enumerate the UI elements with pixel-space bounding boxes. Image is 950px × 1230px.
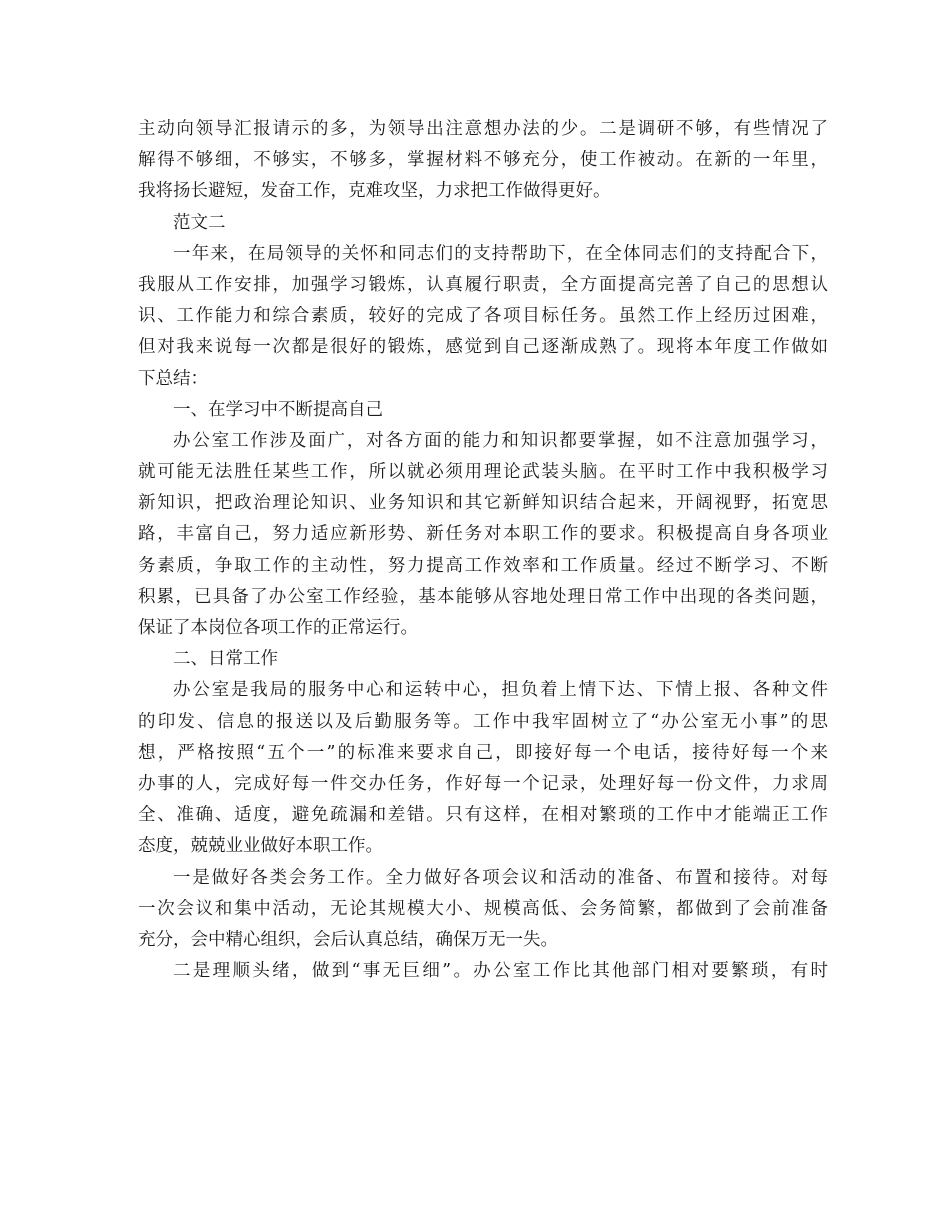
- text-line: 一年来，在局领导的关怀和同志们的支持帮助下，在全体同志们的支持配合下，: [173, 243, 828, 264]
- text-line: 我将扬长避短，发奋工作，克难攻坚，力求把工作做得更好。: [138, 181, 611, 202]
- text-line: 务素质，争取工作的主动性，努力提高工作效率和工作质量。经过不断学习、不断: [138, 555, 828, 576]
- text-line: 想，严格按照“五个一”的标准来要求自己，即接好每一个电话，接待好每一个来: [138, 742, 828, 763]
- text-line: 就可能无法胜任某些工作，所以就必须用理论武装头脑。在平时工作中我积极学习: [138, 462, 828, 483]
- text-line: 一是做好各类会务工作。全力做好各项会议和活动的准备、布置和接待。对每: [173, 867, 828, 888]
- text-line: 解得不够细，不够实，不够多，掌握材料不够充分，使工作被动。在新的一年里，: [138, 150, 828, 171]
- text-line: 充分，会中精心组织，会后认真总结，确保万无一失。: [138, 929, 558, 950]
- document-body: [138, 114, 828, 987]
- text-line: 保证了本岗位各项工作的正常运行。: [138, 618, 418, 638]
- text-line: 态度，兢兢业业做好本职工作。: [138, 836, 383, 857]
- text-line: 路，丰富自己，努力适应新形势、新任务对本职工作的要求。积极提高自身各项业: [138, 524, 828, 545]
- text-line: 积累，已具备了办公室工作经验，基本能够从容地处理日常工作中出现的各类问题，: [138, 586, 828, 607]
- text-line: 但对我来说每一次都是很好的锻炼，感觉到自己逐渐成熟了。现将本年度工作做如: [138, 337, 828, 358]
- text-line: 下总结：: [138, 368, 208, 389]
- text-line: 新知识，把政治理论知识、业务知识和其它新鲜知识结合起来，开阔视野，拓宽思: [138, 493, 828, 514]
- text-line: 我服从工作安排，加强学习锻炼，认真履行职责，全方面提高完善了自己的思想认: [138, 274, 828, 295]
- text-line: 全、准确、适度，避免疏漏和差错。只有这样，在相对繁琐的工作中才能端正工作: [138, 805, 828, 826]
- text-line: 办公室是我局的服务中心和运转中心，担负着上情下达、下情上报、各种文件: [173, 680, 828, 701]
- text-line: 办公室工作涉及面广，对各方面的能力和知识都要掌握，如不注意加强学习，: [173, 430, 828, 451]
- text-line: 二、日常工作: [173, 649, 278, 670]
- text-line: 的印发、信息的报送以及后勤服务等。工作中我牢固树立了“办公室无小事”的思: [138, 711, 828, 732]
- text-line: 一、在学习中不断提高自己: [173, 399, 383, 420]
- text-line: 办事的人，完成好每一件交办任务，作好每一个记录，处理好每一份文件，力求周: [138, 773, 828, 794]
- text-line: 主动向领导汇报请示的多，为领导出注意想办法的少。二是调研不够，有些情况了: [138, 119, 828, 139]
- text-line: 识、工作能力和综合素质，较好的完成了各项目标任务。虽然工作上经历过困难，: [138, 306, 828, 327]
- text-line: 二是理顺头绪，做到“事无巨细”。办公室工作比其他部门相对要繁琐，有时: [173, 961, 828, 982]
- text-line: 范文二: [173, 212, 226, 233]
- text-line: 一次会议和集中活动，无论其规模大小、规模高低、会务简繁，都做到了会前准备: [138, 898, 828, 919]
